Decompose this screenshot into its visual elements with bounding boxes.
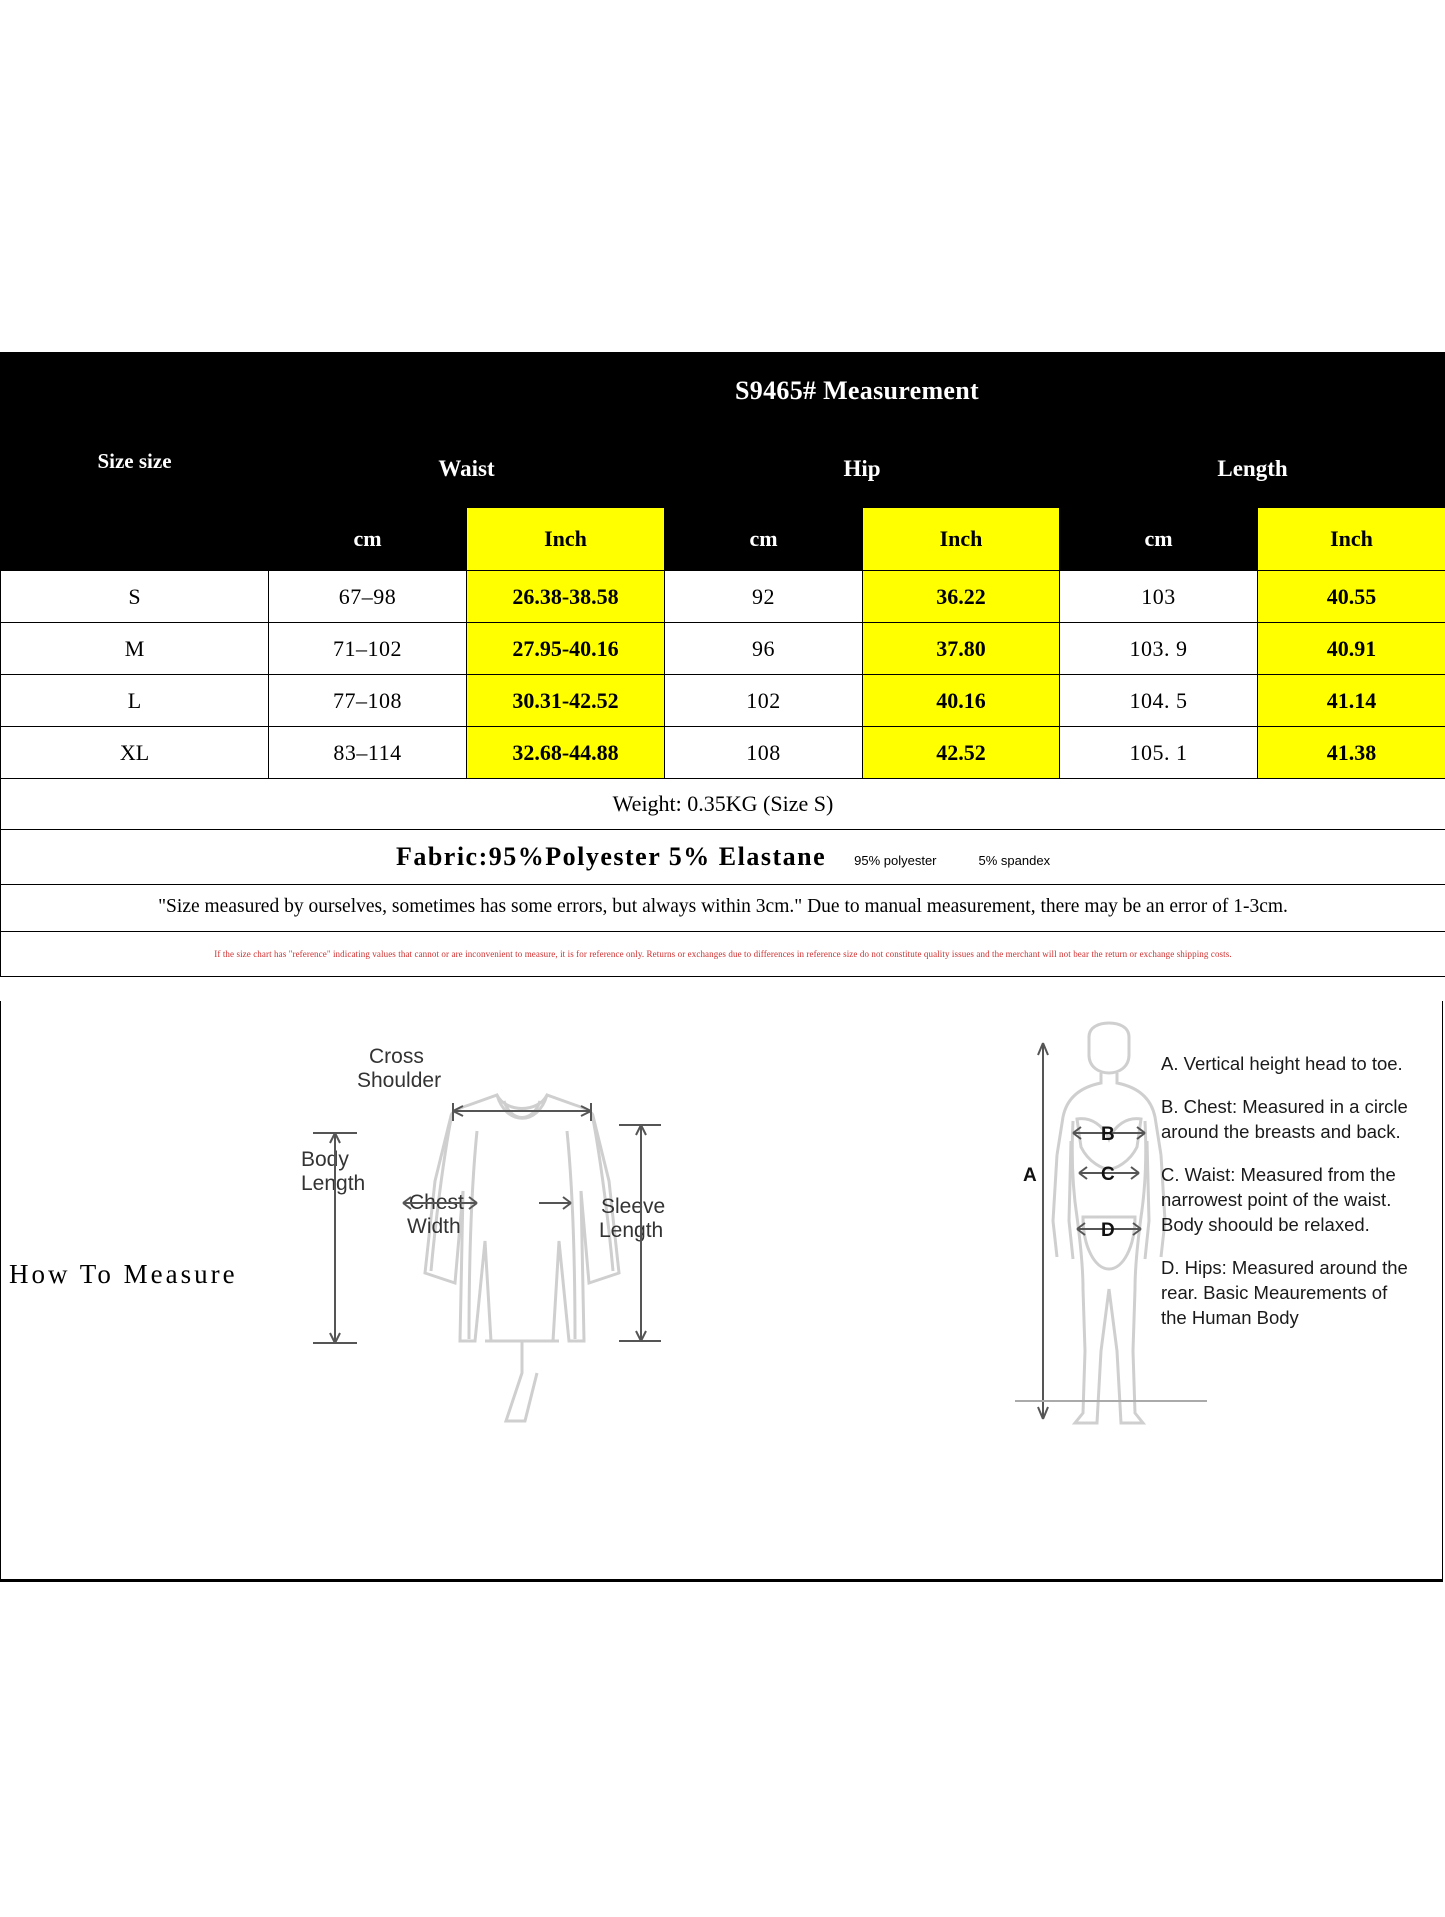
table-row-weight — [1, 779, 1445, 830]
cell-m-length-cm: 103. 9 — [1060, 623, 1258, 675]
cell-xl-waist-inch: 32.68-44.88 — [467, 727, 665, 779]
cell-m-length-inch: 40.91 — [1258, 623, 1445, 675]
row-size-s: S — [1, 571, 269, 623]
row-size-l: L — [1, 675, 269, 727]
how-to-measure-title: How To Measure — [9, 1259, 238, 1289]
unit-waist-inch: Inch — [467, 508, 665, 571]
measurement-note: "Size measured by ourselves, sometimes has some errors, but always within 3cm." Due to manual measurement, there may be an error of 1-3cm. — [1, 885, 1445, 932]
cell-l-length-cm: 104. 5 — [1060, 675, 1258, 727]
cell-l-waist-inch: 30.31-42.52 — [467, 675, 665, 727]
unit-length-cm: cm — [1060, 508, 1258, 571]
cell-xl-waist-cm: 83–114 — [269, 727, 467, 779]
row-size-xl: XL — [1, 727, 269, 779]
chart-title: S9465# Measurement — [269, 353, 1445, 430]
svg-text:Chest: Chest — [409, 1191, 464, 1214]
group-header-waist: Waist — [269, 430, 665, 508]
cell-s-hip-cm: 92 — [665, 571, 863, 623]
marker-d: D — [1101, 1220, 1115, 1241]
group-header-length: Length — [1060, 430, 1445, 508]
fabric-sub-spandex: 5% spandex — [978, 853, 1051, 868]
how-to-measure-section — [0, 1001, 1443, 1581]
cell-xl-length-inch: 41.38 — [1258, 727, 1445, 779]
cell-l-length-inch: 41.14 — [1258, 675, 1445, 727]
cell-l-hip-inch: 40.16 — [863, 675, 1060, 727]
cell-m-hip-inch: 37.80 — [863, 623, 1060, 675]
marker-a: A — [1023, 1165, 1037, 1186]
note-c: C. Waist: Measured from the narrowest point of the waist. Body shoould be relaxed. — [1161, 1164, 1396, 1235]
marker-b: B — [1101, 1124, 1115, 1145]
unit-hip-cm: cm — [665, 508, 863, 571]
cell-m-waist-inch: 27.95-40.16 — [467, 623, 665, 675]
svg-text:Shoulder: Shoulder — [357, 1069, 442, 1092]
note-d: D. Hips: Measured around the rear. Basic Meaurements of the Human Body — [1161, 1257, 1408, 1328]
size-chart-table — [0, 352, 1445, 977]
unit-length-inch: Inch — [1258, 508, 1445, 571]
cell-m-waist-cm: 71–102 — [269, 623, 467, 675]
svg-text:Sleeve: Sleeve — [601, 1195, 666, 1218]
table-row-red-note — [1, 932, 1445, 977]
cell-xl-hip-inch: 42.52 — [863, 727, 1060, 779]
body-measure-notes — [1161, 1051, 1411, 1348]
unit-hip-inch: Inch — [863, 508, 1060, 571]
note-b: B. Chest: Measured in a circle around the breasts and back. — [1161, 1096, 1408, 1142]
table-row-fabric — [1, 830, 1445, 885]
table-row — [1, 571, 1445, 623]
table-row — [1, 623, 1445, 675]
svg-text:Body: Body — [301, 1148, 349, 1171]
cell-l-hip-cm: 102 — [665, 675, 863, 727]
table-row — [1, 727, 1445, 779]
svg-text:Length: Length — [301, 1172, 366, 1195]
cell-m-hip-cm: 96 — [665, 623, 863, 675]
fabric-sub-polyester: 95% polyester — [854, 853, 937, 868]
svg-text:Length: Length — [599, 1219, 664, 1242]
header-size-size: Size size — [1, 353, 269, 571]
reference-disclaimer: If the size chart has "reference" indicating values that cannot or are inconvenient to measure, it is for reference only. Returns or exchanges due to differences in reference size do not constitute quality issues and the merchant will not bear the return or exchange shipping costs. — [1, 932, 1445, 977]
cell-xl-length-cm: 105. 1 — [1060, 727, 1258, 779]
table-row-note — [1, 885, 1445, 932]
cell-s-length-cm: 103 — [1060, 571, 1258, 623]
bottom-divider — [0, 1579, 1443, 1582]
weight-text: Weight: 0.35KG (Size S) — [1, 779, 1445, 830]
cell-s-hip-inch: 36.22 — [863, 571, 1060, 623]
size-chart-container — [0, 352, 1445, 977]
cell-s-waist-cm: 67–98 — [269, 571, 467, 623]
cell-l-waist-cm: 77–108 — [269, 675, 467, 727]
unit-waist-cm: cm — [269, 508, 467, 571]
cell-s-waist-inch: 26.38-38.58 — [467, 571, 665, 623]
row-size-m: M — [1, 623, 269, 675]
marker-c: C — [1101, 1164, 1115, 1185]
svg-text:Width: Width — [407, 1215, 461, 1238]
cell-s-length-inch: 40.55 — [1258, 571, 1445, 623]
note-a: A. Vertical height head to toe. — [1161, 1053, 1403, 1074]
cell-xl-hip-cm: 108 — [665, 727, 863, 779]
fabric-text: Fabric:95%Polyester 5% Elastane — [395, 842, 827, 871]
svg-text:Cross: Cross — [369, 1045, 424, 1068]
garment-diagram — [301, 1041, 721, 1486]
table-row — [1, 675, 1445, 727]
group-header-hip: Hip — [665, 430, 1060, 508]
table-row-title — [1, 353, 1445, 430]
